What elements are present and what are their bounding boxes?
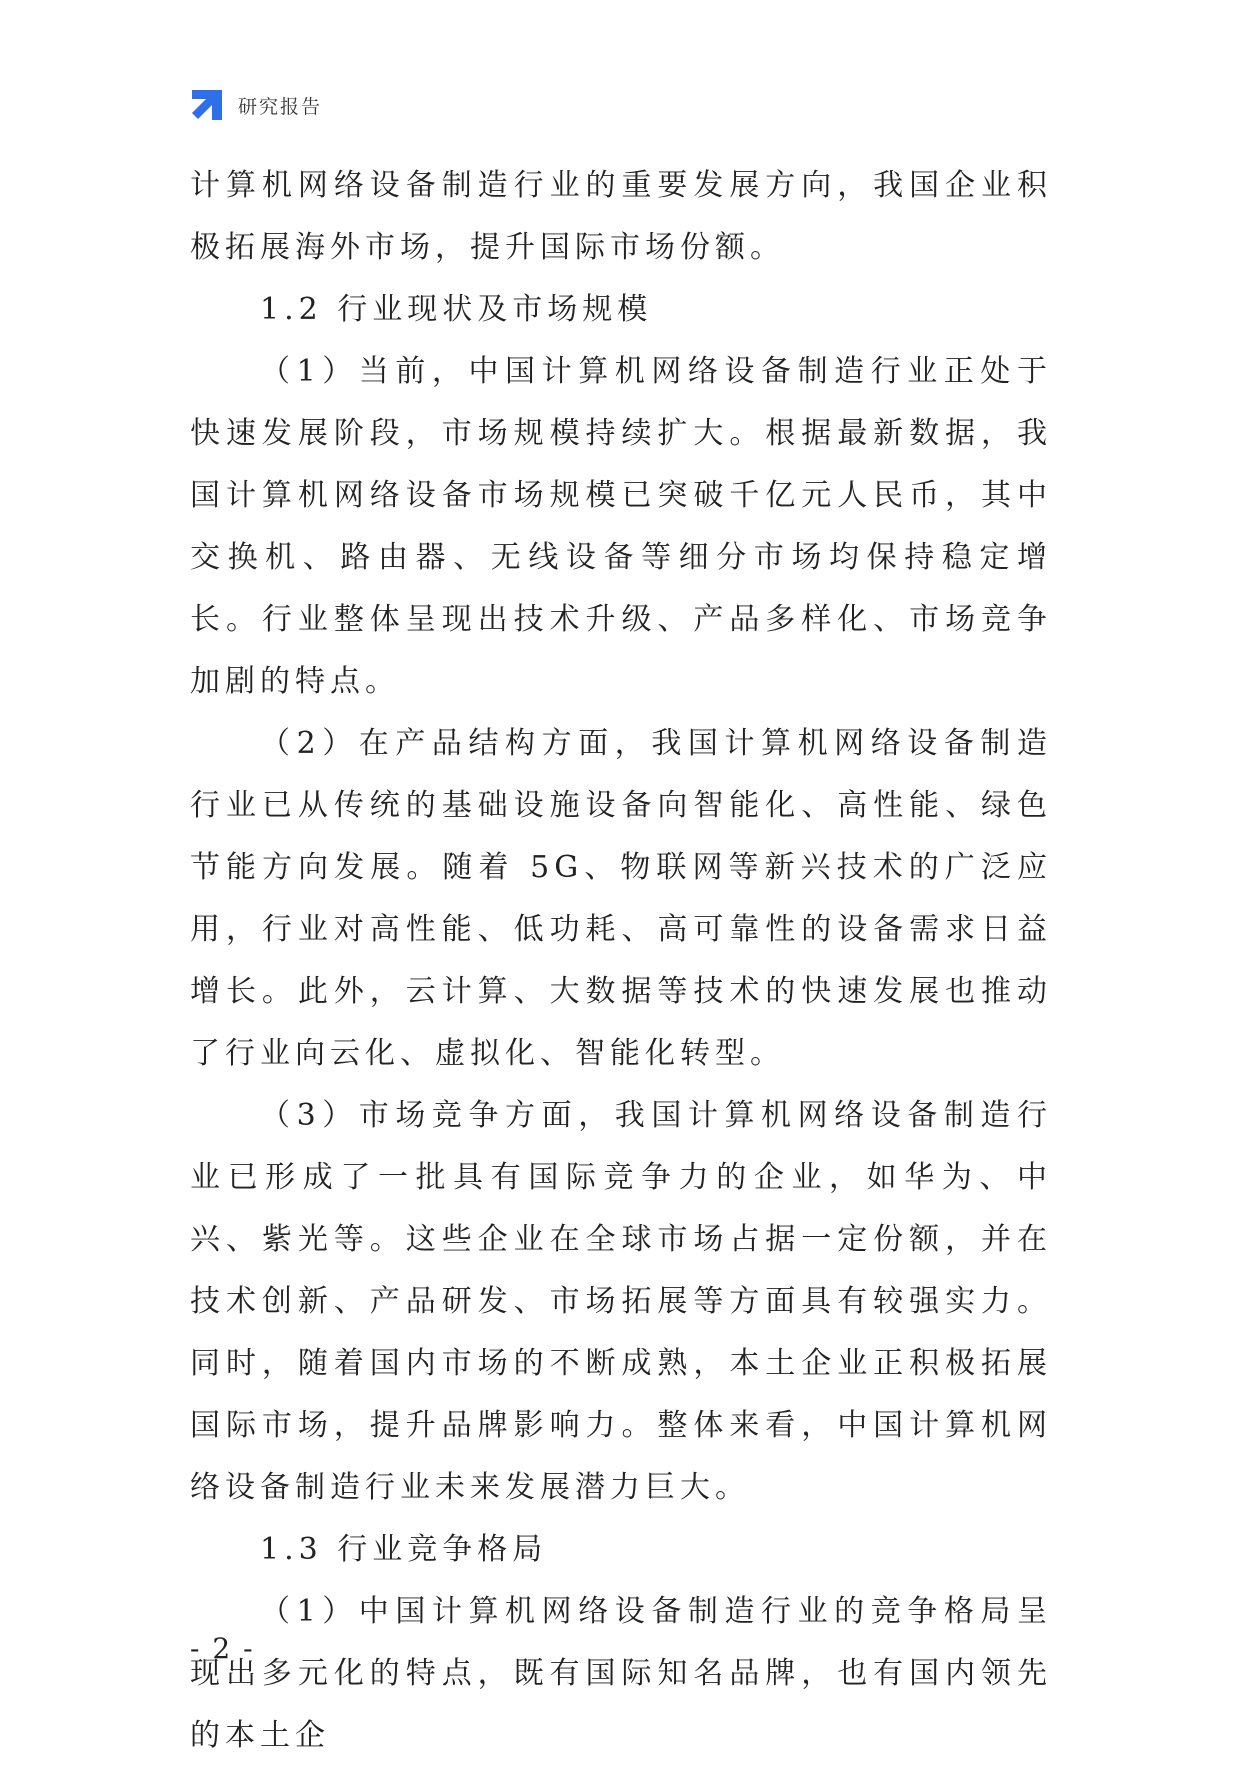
header-title: 研究报告 [238,95,323,118]
paragraph: （1）中国计算机网络设备制造行业的竞争格局呈现出多元化的特点，既有国际知名品牌，也有国内领先的本土企 [190,1594,1052,1753]
paragraph: （3）市场竞争方面，我国计算机网络设备制造行业已形成了一批具有国际竞争力的企业，如华为、中兴、紫光等。这些企业在全球市场占据一定份额，并在技术创新、产品研发、市场拓展等方面具有较强实力。同时，随着国内市场的不断成熟，本土企业正积极拓展国际市场，提升品牌影响力。整体来看，中国计算机网络设备制造行业未来发展潜力巨大。 [190,1098,1052,1505]
paragraph: （2）在产品结构方面，我国计算机网络设备制造行业已从传统的基础设施设备向智能化、高性能、绿色节能方向发展。随着 5G、物联网等新兴技术的广泛应用，行业对高性能、低功耗、高可靠性的设备需求日益增长。此外，云计算、大数据等技术的快速发展也推动了行业向云化、虚拟化、智能化转型。 [190,726,1052,1071]
section-heading-1-3: 1.3 行业竞争格局 [260,1532,548,1567]
document-body [190,155,1052,1767]
paragraph-continuation: 计算机网络设备制造行业的重要发展方向，我国企业积极拓展海外市场，提升国际市场份额。 [190,168,1052,265]
report-header [190,88,322,122]
section-heading-1-2: 1.2 行业现状及市场规模 [260,292,653,327]
paragraph: （1）当前，中国计算机网络设备制造行业正处于快速发展阶段，市场规模持续扩大。根据最新数据，我国计算机网络设备市场规模已突破千亿元人民币，其中交换机、路由器、无线设备等细分市场均保持稳定增长。行业整体呈现出技术升级、产品多样化、市场竞争加剧的特点。 [190,354,1052,699]
arrow-logo-icon [190,88,224,122]
page-number: - 2 - [190,1632,255,1665]
